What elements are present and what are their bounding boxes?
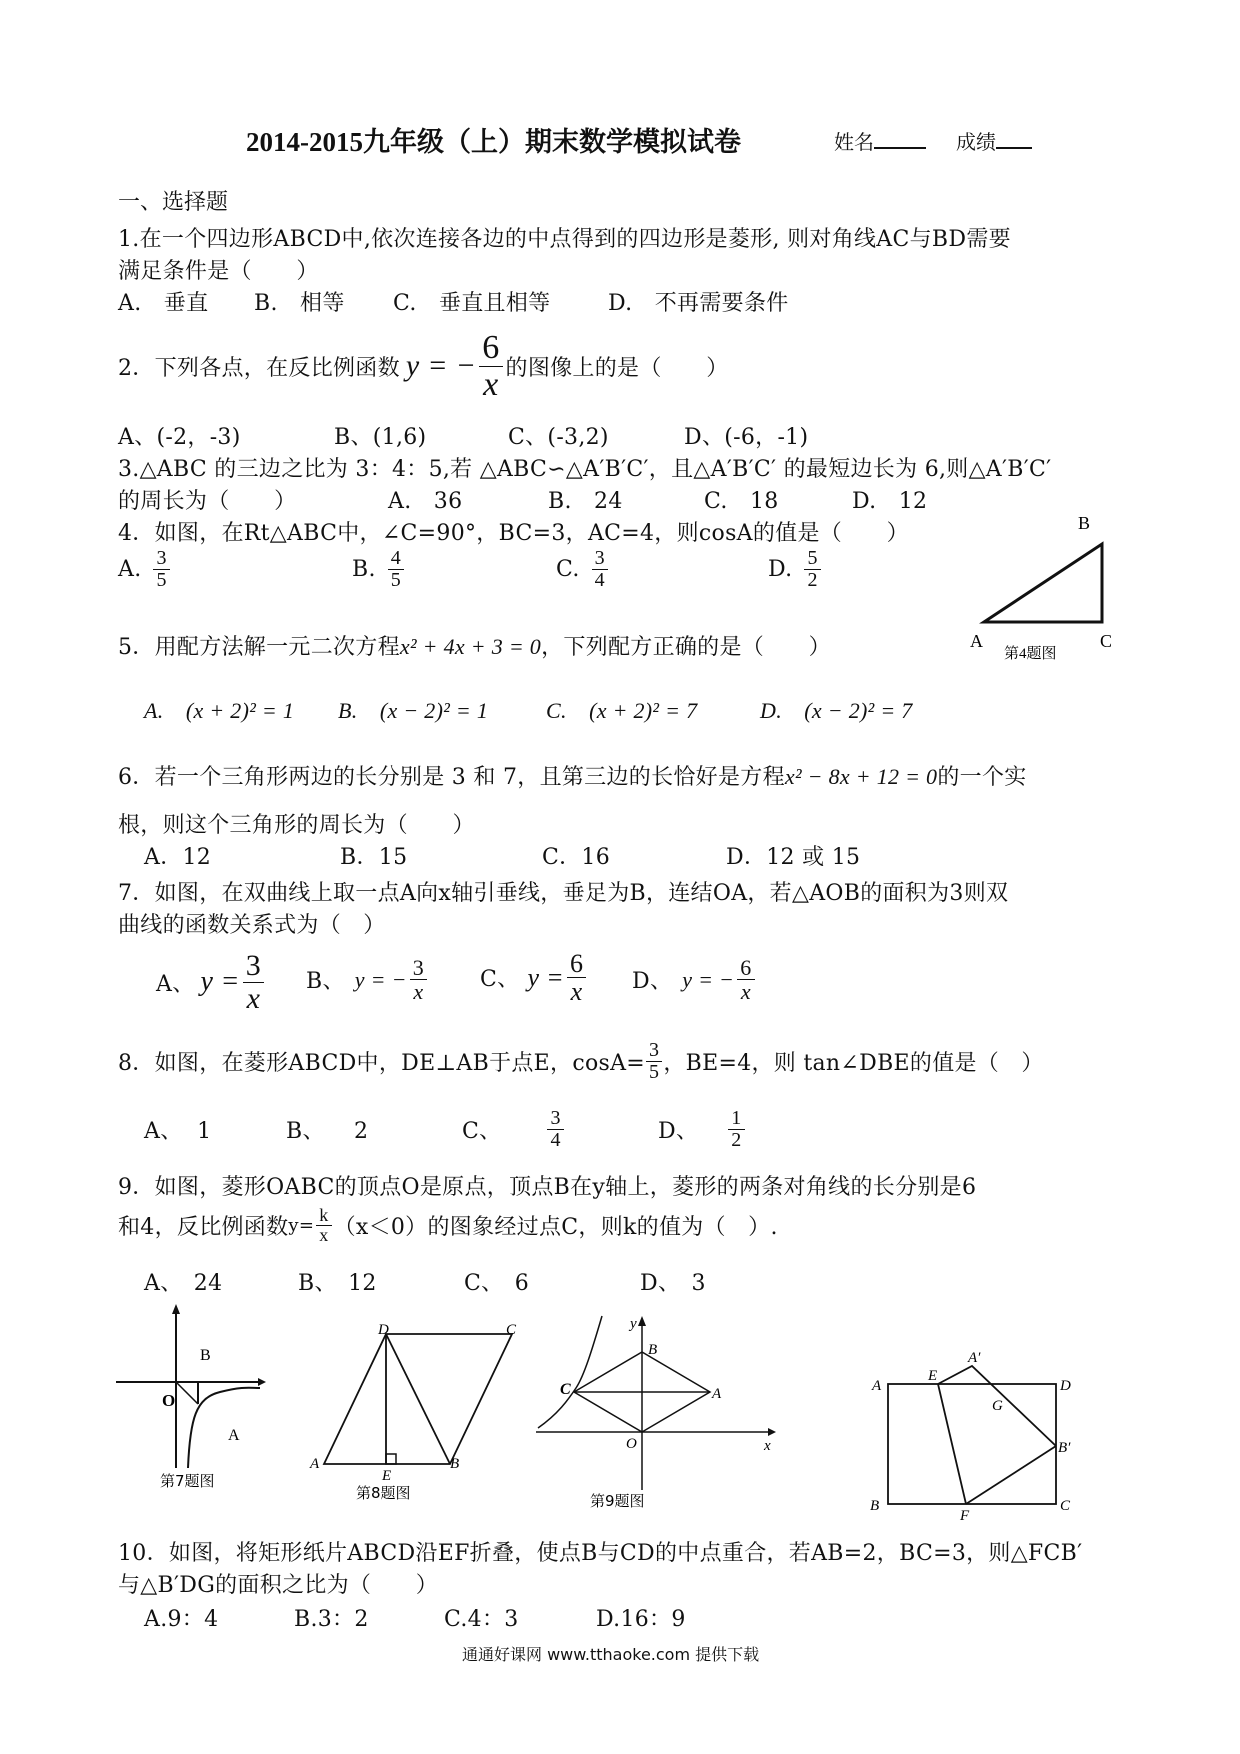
q9-caption: 第9题图 [590,1492,645,1510]
q10-label-f: F [960,1508,970,1520]
q8-stem [118,1040,1044,1083]
q8-c-num: 3 [547,1108,563,1130]
q7-label-a: A [228,1427,240,1444]
q7-line1: 7．如图，在双曲线上取一点A向x轴引垂线，垂足为B，连结OA，若△AOB的面积为3则双 [118,881,1009,906]
q10-label-d: D [1060,1378,1071,1394]
q9-y-arrow-icon [638,1316,646,1326]
q4-line1: 4．如图，在Rt△ABC中，∠C=90°，BC=3，AC=4，则cosA的值是（ ） [118,521,909,546]
q8-a-value: 1 [197,1119,212,1144]
q6-suffix: 的一个实 [937,765,1027,790]
q8-suffix: ，BE=4，则 tan∠DBE的值是（ ） [663,1051,1044,1076]
q9-label-b: B [648,1342,658,1358]
name-label: 姓名 [834,130,874,154]
name-blank[interactable] [874,147,926,149]
q4-caption: 第4题图 [1004,646,1057,662]
q6-equation: x² − 8x + 12 = 0 [784,764,938,789]
q8-option-d[interactable] [658,1108,748,1151]
q9-x-arrow-icon [768,1428,776,1436]
q9-line2-suffix: （x＜0）的图象经过点C，则k的值为（ ）. [333,1214,778,1240]
q10-line1: 10．如图，将矩形纸片ABCD沿EF折叠，使点B与CD的中点重合，若AB=2，BC=3，则△FCB′ [118,1541,1083,1566]
q1-option-d[interactable]: D. 不再需要条件 [608,291,789,316]
q8-right-angle-icon [386,1454,396,1464]
q4-c-den: 4 [594,569,605,591]
q10-rectangle-shape [888,1384,1056,1504]
q5-option-d[interactable]: D. (x − 2)² = 7 [760,698,913,723]
q4-options [118,548,838,608]
q9-option-b[interactable]: B、 12 [298,1271,377,1296]
q3-line2-row [118,484,988,515]
q9-func-den: x [319,1224,329,1245]
q6-option-a[interactable]: A．12 [144,845,212,870]
q1-line2: 满足条件是（ ） [118,259,319,284]
q4-option-a-label: A. [118,557,142,582]
q9-curve [538,1316,602,1428]
q4-option-d-frac [804,548,820,591]
q10-label-c: C [1060,1498,1071,1514]
q8-b-value: 2 [353,1119,369,1144]
page-title: 2014-2015九年级（上）期末数学模拟试卷 [246,127,741,157]
q7-b-frac [410,956,427,1003]
q6-option-c[interactable]: C．16 [542,845,611,870]
q2-func-num: 6 [479,330,502,367]
q9-label-y: y [630,1316,637,1332]
q8-c-den: 4 [550,1129,561,1151]
q8-d-den: 2 [731,1129,742,1151]
q7-c-num: 6 [567,950,586,978]
q2-prefix: 2．下列各点，在反比例函数 [118,355,400,381]
q5-stem [118,630,831,661]
q8-option-b[interactable] [286,1114,368,1145]
q7-option-d[interactable] [632,956,758,1003]
q4-option-b[interactable] [352,548,407,591]
q8-cos-num: 3 [646,1040,662,1062]
q4-option-b-frac [388,548,404,591]
q8-cos-frac [646,1040,662,1083]
q9-option-d[interactable]: D、 3 [640,1271,706,1296]
q4-option-c-label: C. [556,557,580,582]
q4-a-num: 3 [153,548,169,570]
q7-a-frac [243,950,264,1014]
footer-text: 通通好课网 www.tthaoke.com 提供下载 [462,1645,760,1664]
q7-d-den: x [740,979,751,1005]
q2-func-lhs: y = − [405,349,477,383]
q4-label-b: B [1078,513,1091,533]
q8-b-label: B、 [286,1119,325,1144]
q9-func-lhs: y= [288,1214,315,1236]
q5-option-b[interactable]: B. (x − 2)² = 1 [338,698,489,723]
q3-option-b[interactable]: B. 24 [548,489,623,514]
q6-option-d[interactable]: D．12 或 15 [726,845,861,870]
q10-option-c[interactable]: C.4：3 [444,1607,519,1632]
q8-label-a: A [310,1456,320,1472]
q5-option-c[interactable]: C. (x + 2)² = 7 [546,698,698,723]
q4-d-den: 2 [807,569,818,591]
q2-stem [118,330,729,402]
q7-b-label: B、 [306,969,345,995]
q7-b-num: 3 [410,956,427,980]
q10-segment-fb1 [966,1446,1056,1504]
q8-cos-den: 5 [649,1061,660,1083]
q8-option-a[interactable] [144,1114,211,1145]
q2-func-den: x [483,365,499,403]
q10-label-b-prime: B′ [1058,1440,1071,1456]
q3-line1: 3.△ABC 的三边之比为 3：4：5,若 △ABC∽△A′B′C′，且△A′B′C′ 的最短边长为 6,则△A′B′C′ [118,457,1052,482]
q4-option-c[interactable] [556,548,611,591]
q7-a-label: A、 [156,971,195,997]
q4-b-den: 5 [390,569,402,591]
q7-label-b: B [200,1347,211,1364]
q7-caption: 第7题图 [160,1472,215,1490]
q7-d-num: 6 [737,956,754,980]
q1-option-c[interactable]: C. 垂直且相等 [393,291,551,316]
q6-option-b[interactable]: B．15 [340,845,408,870]
q4-option-b-label: B. [352,557,376,582]
q8-label-d: D [378,1322,389,1338]
q7-c-den: x [570,977,583,1007]
score-blank[interactable] [996,147,1032,149]
q5-option-a[interactable]: A. (x + 2)² = 1 [144,698,295,723]
q9-option-a[interactable]: A、 24 [144,1271,223,1296]
q7-segment-oa [176,1382,198,1404]
q9-label-c: C [560,1381,571,1398]
q4-triangle-shape [984,544,1102,622]
q7-y-arrow-icon [172,1304,180,1314]
q6-stem [118,760,1027,791]
q8-label-b: B [450,1456,460,1472]
q7-a-den: x [246,981,261,1015]
q5-equation: x² + 4x + 3 = 0 [399,634,542,659]
q10-label-a: A [872,1378,882,1394]
q2-func-frac [479,330,502,402]
q2-option-d[interactable]: D、(-6，-1) [684,425,809,450]
q2-option-b[interactable]: B、(1,6) [334,425,427,450]
q5-suffix: ，下列配方正确的是（ ） [541,635,831,660]
q6-line2: 根，则这个三角形的周长为（ ） [118,813,475,838]
name-field [834,126,926,155]
q10-option-b[interactable]: B.3：2 [294,1607,369,1632]
q3-option-d[interactable]: D. 12 [852,489,928,514]
q4-option-d-label: D. [768,557,793,582]
q4-label-c: C [1100,631,1113,651]
q8-options [144,1108,764,1168]
q7-c-frac [567,950,586,1006]
q6-prefix: 6．若一个三角形两边的长分别是 3 和 7，且第三边的长恰好是方程 [118,765,785,790]
q10-fold-line-ef [938,1384,966,1504]
q3-option-a[interactable]: A. 36 [388,489,463,514]
q7-options [156,950,776,1030]
q7-a-num: 3 [243,950,264,983]
q7-d-frac [737,956,754,1003]
q7-option-a[interactable] [156,950,267,1014]
q8-d-label: D、 [658,1119,699,1144]
q7-c-label: C、 [480,967,520,993]
q8-option-c[interactable] [462,1108,567,1151]
q8-diagonal-db [386,1334,450,1464]
q7-d-lhs: y = − [682,966,735,992]
q7-b-lhs: y = − [354,966,407,992]
q7-b-den: x [413,979,424,1005]
q8-label-e: E [382,1468,392,1484]
q9-option-c[interactable]: C、 6 [464,1271,530,1296]
q4-option-a[interactable] [118,548,173,591]
q4-b-num: 4 [388,548,404,570]
section-heading: 一、选择题 [118,190,229,215]
q9-label-x: x [764,1438,771,1454]
q8-c-label: C、 [462,1119,502,1144]
q4-option-c-frac [592,548,608,591]
score-label: 成绩 [956,130,996,154]
q9-func-frac [316,1206,331,1245]
q9-line2-prefix: 和4，反比例函数 [118,1214,289,1240]
q10-option-a[interactable]: A.9：4 [144,1607,219,1632]
q3-option-c[interactable]: C. 18 [704,489,779,514]
q4-option-a-frac [153,548,169,591]
q7-label-o: O [162,1391,176,1410]
q3-line2: 的周长为（ ） [118,489,297,514]
score-field [956,126,1032,155]
q4-a-den: 5 [156,569,167,591]
q2-option-c[interactable]: C、(-3,2) [508,425,609,450]
q1-line1: 1.在一个四边形ABCD中,依次连接各边的中点得到的四边形是菱形, 则对角线AC与BD需要 [118,227,1011,252]
q7-x-arrow-icon [258,1378,266,1386]
q7-d-label: D、 [632,969,673,995]
figure-q9-coordinate [532,1310,782,1510]
q2-suffix: 的图像上的是（ ） [505,355,729,381]
figure-q10-rectangle [860,1330,1080,1520]
q1-option-a[interactable]: A. 垂直 [118,291,209,316]
q8-c-frac [547,1108,563,1151]
q8-caption: 第8题图 [356,1484,411,1502]
q10-label-e: E [928,1368,938,1384]
figure-q8-rhombus [306,1322,526,1502]
figure-q4-triangle [960,508,1120,668]
q8-prefix: 8．如图，在菱形ABCD中，DE⊥AB于点E，cosA= [118,1051,646,1076]
q10-label-b: B [870,1498,880,1514]
q10-label-g: G [992,1398,1003,1414]
q8-label-c: C [506,1322,517,1338]
q2-option-a[interactable]: A、(-2，-3) [118,425,241,450]
q10-label-a-prime: A′ [968,1350,981,1366]
q9-func-num: k [316,1206,331,1226]
q5-prefix: 5．用配方法解一元二次方程 [118,635,400,660]
q8-d-frac [728,1108,744,1151]
q4-label-a: A [970,631,983,651]
q7-option-c[interactable] [480,950,589,1006]
q4-d-num: 5 [804,548,820,570]
q9-line2 [118,1206,778,1245]
q7-option-b[interactable] [306,956,430,1003]
q10-line2: 与△B′DG的面积之比为（ ） [118,1573,439,1598]
figure-q7-hyperbola [110,1300,270,1490]
q4-c-num: 3 [592,548,608,570]
q7-line2: 曲线的函数关系式为（ ） [118,913,386,938]
q9-line1: 9．如图，菱形OABC的顶点O是原点，顶点B在y轴上，菱形的两条对角线的长分别是6 [118,1175,977,1200]
q9-label-o: O [626,1436,637,1452]
q1-option-b[interactable]: B. 相等 [254,291,345,316]
q10-option-d[interactable]: D.16：9 [596,1607,686,1632]
q4-option-d[interactable] [768,548,824,591]
q8-a-label: A、 [144,1119,183,1144]
q7-a-lhs: y = [200,966,240,997]
q7-c-lhs: y = [527,962,564,992]
q8-d-num: 1 [728,1108,744,1130]
q9-label-a: A [712,1386,722,1402]
